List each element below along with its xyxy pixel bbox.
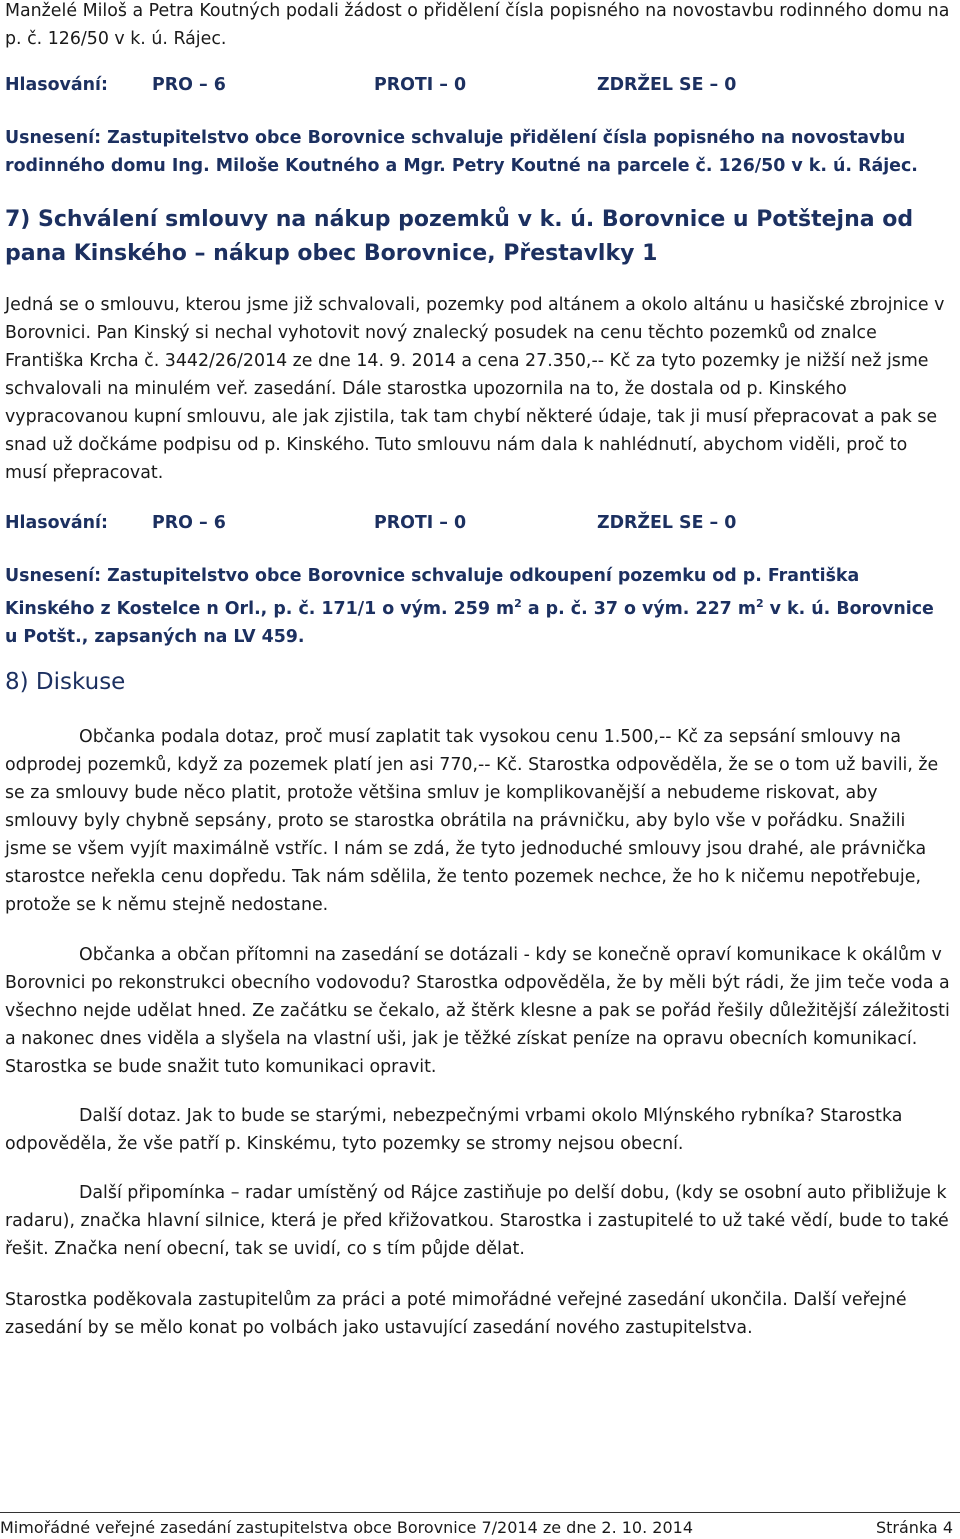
resolution-2-part1: Usnesení: Zastupitelstvo obce Borovnice schvaluje odkoupení pozemku od p. Františka Kinského z Kostelce n Orl., p. č. 171/1 o vým. 259 m xyxy=(5,566,860,619)
resolution-2-part3: v k. ú. Borovnice u Potšt., zapsaných na LV 459. xyxy=(5,598,934,647)
section-7-body: Jedná se o smlouvu, kterou jsme již schvalovali, pozemky pod altánem a okolo altánu u hasičské zbrojnice v Borovnici. Pan Kinský si nechal vyhotovit nový znalecký posudek na cenu těchto pozemků od znalce Františka Krcha č. 3442/26/2014 ze dne 14. 9. 2014 a cena 27.350,-- Kč za tyto pozemky je nižší než jsme schvalovali na minulém veř. zasedání. Dále starostka upozornila na to, že dostala od p. Kinského vypracovanou kupní smlouvu, ale jak zjistila, tak tam chybí některé údaje, tak ji musí přepracovat a pak se snad už dočkáme podpisu od p. Kinského. Tuto smlouvu nám dala k nahlédnutí, abychom viděli, proč to musí přepracovat. xyxy=(5,295,945,483)
discussion-paragraph-3: Další dotaz. Jak to bude se starými, nebezpečnými vrbami okolo Mlýnského rybníka? Starostka odpověděla, že vše patří p. Kinskému, tyto pozemky se stromy nejsou obecní. xyxy=(5,1106,903,1154)
vote-pro: PRO – 6 xyxy=(152,75,226,95)
vote-zdrzel: ZDRŽEL SE – 0 xyxy=(597,75,737,95)
resolution-2 xyxy=(5,562,950,651)
discussion-paragraph-5: Starostka poděkovala zastupitelům za práci a poté mimořádné veřejné zasedání ukončila. Další veřejné zasedání by se mělo konat po volbách jako ustavující zasedání nového zastupitelstva. xyxy=(5,1290,907,1338)
discussion-paragraph-4: Další připomínka – radar umístěný od Rájce zastiňuje po delší dobu, (kdy se osobní auto přibližuje k radaru), značka hlavní silnice, která je před křižovatkou. Starostka i zastupitelé to už také vědí, bude to také řešit. Značka není obecní, tak se uvidí, co s tím půjde dělat. xyxy=(5,1183,949,1259)
superscript: 2 xyxy=(755,597,764,610)
vote-zdrzel: ZDRŽEL SE – 0 xyxy=(597,513,737,533)
footer-page-number: Stránka 4 xyxy=(875,1518,953,1537)
footer-document-title: Mimořádné veřejné zasedání zastupitelstva obce Borovnice 7/2014 ze dne 2. 10. 2014 xyxy=(0,1518,693,1537)
resolution-2-part2: a p. č. 37 o vým. 227 m xyxy=(521,598,756,619)
vote-proti: PROTI – 0 xyxy=(374,75,467,95)
section-7-heading: 7) Schválení smlouvy na nákup pozemků v k. ú. Borovnice u Potštejna od pana Kinského – nákup obec Borovnice, Přestavlky 1 xyxy=(5,207,914,266)
intro-paragraph: Manželé Miloš a Petra Koutných podali žádost o přidělení čísla popisného na novostavbu rodinného domu na p. č. 126/50 v k. ú. Rájec. xyxy=(5,1,950,49)
resolution-1: Usnesení: Zastupitelstvo obce Borovnice schvaluje přidělení čísla popisného na novostavbu rodinného domu Ing. Miloše Koutného a Mgr. Petry Koutné na parcele č. 126/50 v k. ú. Rájec. xyxy=(5,128,918,176)
discussion-paragraph-2: Občanka a občan přítomni na zasedání se dotázali - kdy se konečně opraví komunikace k okálům v Borovnici po rekonstrukci obecního vodovodu? Starostka odpověděla, že by měli být rádi, že jim teče voda a všechno nejde udělat hned. Ze začátku se čekalo, až štěrk klesne a pak se pořád řešily důležitější záležitosti a nakonec dnes viděla a slyšela na vlastní uši, jak je těžké získat peníze na opravu obecních komunikací. Starostka se bude snažit tuto komunikaci opravit. xyxy=(5,945,950,1077)
vote-proti: PROTI – 0 xyxy=(374,513,467,533)
section-8-heading: 8) Diskuse xyxy=(5,669,126,695)
vote-pro: PRO – 6 xyxy=(152,513,226,533)
vote-label: Hlasování: xyxy=(5,513,108,533)
discussion-paragraph-1: Občanka podala dotaz, proč musí zaplatit tak vysokou cenu 1.500,-- Kč za sepsání smlouvy na odprodej pozemků, když za pozemek platí jen asi 770,-- Kč. Starostka odpověděla, že se o tom už bavili, že se za smlouvy bude něco platit, protože většina smluv je komplikovanější a nebudeme riskovat, aby smlouvy byly chybně sepsány, proto se starostka obrátila na právničku, aby bylo vše v pořádku. Snažili jsme se všem vyjít maximálně vstříc. I nám se zdá, že tyto jednoduché smlouvy jsou drahé, ale právnička starostce neřekla cenu dopředu. Tak nám sdělila, že tento pozemek nechce, že ho k ničemu nepotřebuje, protože se k němu stejně nedostane. xyxy=(5,727,939,915)
footer-divider xyxy=(0,1512,960,1513)
superscript: 2 xyxy=(514,597,522,610)
vote-label: Hlasování: xyxy=(5,75,108,95)
